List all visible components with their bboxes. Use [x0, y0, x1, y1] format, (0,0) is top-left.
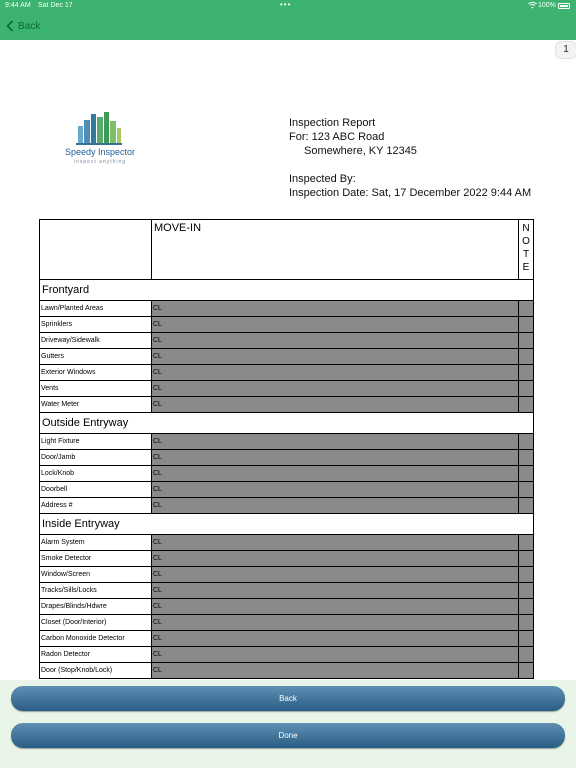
- item-note: [519, 301, 534, 317]
- chevron-left-icon: [6, 20, 14, 32]
- section-title: Frontyard: [40, 280, 534, 301]
- item-condition: CL: [152, 466, 519, 482]
- report-address-line2: Somewhere, KY 12345: [304, 145, 417, 157]
- logo-tagline: inspect anything: [73, 159, 127, 165]
- item-note: [519, 599, 534, 615]
- item-label: Radon Detector: [40, 647, 152, 663]
- item-note: [519, 498, 534, 514]
- table-row: [40, 317, 534, 333]
- item-condition: CL: [152, 365, 519, 381]
- item-label: Sprinklers: [40, 317, 152, 333]
- inspection-table: [39, 219, 534, 679]
- section-row: [40, 280, 534, 301]
- item-note: [519, 567, 534, 583]
- item-label: Doorbell: [40, 482, 152, 498]
- item-condition: CL: [152, 333, 519, 349]
- table-row: [40, 450, 534, 466]
- table-row: [40, 466, 534, 482]
- table-header-row: [40, 220, 534, 280]
- table-row: [40, 647, 534, 663]
- report-title: Inspection Report: [289, 117, 376, 129]
- status-time: 9:44 AM: [5, 2, 31, 9]
- item-note: [519, 631, 534, 647]
- buildings-logo-icon: [76, 112, 122, 145]
- item-note: [519, 482, 534, 498]
- table-row: [40, 381, 534, 397]
- item-condition: CL: [152, 317, 519, 333]
- item-note: [519, 466, 534, 482]
- item-label: Carbon Monoxide Detector: [40, 631, 152, 647]
- item-note: [519, 663, 534, 679]
- table-row: [40, 663, 534, 679]
- multitasking-dots-icon[interactable]: •••: [280, 0, 292, 9]
- company-logo: [54, 112, 146, 168]
- item-note: [519, 583, 534, 599]
- section-title: Inside Entryway: [40, 514, 534, 535]
- item-label: Lawn/Planted Areas: [40, 301, 152, 317]
- table-row: [40, 567, 534, 583]
- inspection-date: Inspection Date: Sat, 17 December 2022 9:44 AM: [289, 187, 532, 199]
- table-row: [40, 599, 534, 615]
- item-note: [519, 381, 534, 397]
- item-condition: CL: [152, 434, 519, 450]
- item-label: Tracks/Sills/Locks: [40, 583, 152, 599]
- table-row: [40, 397, 534, 413]
- item-label: Drapes/Blinds/Hdwre: [40, 599, 152, 615]
- item-label: Closet (Door/Interior): [40, 615, 152, 631]
- table-row: [40, 631, 534, 647]
- nav-back-label: Back: [18, 20, 41, 32]
- item-condition: CL: [152, 381, 519, 397]
- item-condition: CL: [152, 583, 519, 599]
- column-header-note: N O T E: [519, 220, 534, 280]
- item-label: Lock/Knob: [40, 466, 152, 482]
- status-date: Sat Dec 17: [38, 2, 73, 9]
- report-address-line1: For: 123 ABC Road: [289, 131, 385, 143]
- item-note: [519, 434, 534, 450]
- logo-brand-text: Speedy Inspector: [64, 147, 136, 157]
- item-condition: CL: [152, 647, 519, 663]
- item-condition: CL: [152, 631, 519, 647]
- table-row: [40, 615, 534, 631]
- item-label: Vents: [40, 381, 152, 397]
- report-viewer[interactable]: [0, 40, 576, 680]
- item-label: Exterior Windows: [40, 365, 152, 381]
- item-condition: CL: [152, 450, 519, 466]
- item-label: Light Fixture: [40, 434, 152, 450]
- item-label: Address #: [40, 498, 152, 514]
- item-label: Door (Stop/Knob/Lock): [40, 663, 152, 679]
- wifi-icon: [528, 1, 537, 9]
- table-row: [40, 434, 534, 450]
- item-label: Window/Screen: [40, 567, 152, 583]
- status-bar: [0, 0, 576, 12]
- item-label: Door/Jamb: [40, 450, 152, 466]
- item-condition: CL: [152, 535, 519, 551]
- item-note: [519, 397, 534, 413]
- item-note: [519, 535, 534, 551]
- bottom-action-bar: [0, 680, 576, 768]
- item-condition: CL: [152, 663, 519, 679]
- inspected-by: Inspected By:: [289, 173, 356, 185]
- table-row: [40, 349, 534, 365]
- back-button[interactable]: Back: [11, 686, 565, 711]
- nav-back-button[interactable]: [6, 18, 40, 34]
- item-label: Water Meter: [40, 397, 152, 413]
- report-header: [289, 116, 531, 200]
- item-condition: CL: [152, 301, 519, 317]
- item-note: [519, 349, 534, 365]
- item-condition: CL: [152, 498, 519, 514]
- item-condition: CL: [152, 397, 519, 413]
- item-note: [519, 365, 534, 381]
- section-row: [40, 413, 534, 434]
- section-title: Outside Entryway: [40, 413, 534, 434]
- item-condition: CL: [152, 567, 519, 583]
- item-note: [519, 333, 534, 349]
- item-note: [519, 450, 534, 466]
- table-row: [40, 498, 534, 514]
- table-row: [40, 365, 534, 381]
- table-row: [40, 333, 534, 349]
- item-condition: CL: [152, 482, 519, 498]
- item-condition: CL: [152, 349, 519, 365]
- battery-percent: 100%: [538, 2, 556, 9]
- section-row: [40, 514, 534, 535]
- navigation-bar: [0, 12, 576, 40]
- table-row: [40, 535, 534, 551]
- table-row: [40, 482, 534, 498]
- item-note: [519, 551, 534, 567]
- column-header-move-in: MOVE-IN: [152, 220, 519, 280]
- battery-icon: [558, 3, 570, 9]
- item-note: [519, 615, 534, 631]
- item-note: [519, 317, 534, 333]
- item-label: Gutters: [40, 349, 152, 365]
- table-row: [40, 583, 534, 599]
- table-header-empty: [40, 220, 152, 280]
- table-row: [40, 301, 534, 317]
- item-label: Alarm System: [40, 535, 152, 551]
- item-label: Smoke Detector: [40, 551, 152, 567]
- item-label: Driveway/Sidewalk: [40, 333, 152, 349]
- item-condition: CL: [152, 615, 519, 631]
- item-condition: CL: [152, 551, 519, 567]
- table-row: [40, 551, 534, 567]
- page-number-badge: 1: [555, 41, 576, 59]
- item-condition: CL: [152, 599, 519, 615]
- done-button[interactable]: Done: [11, 723, 565, 748]
- item-note: [519, 647, 534, 663]
